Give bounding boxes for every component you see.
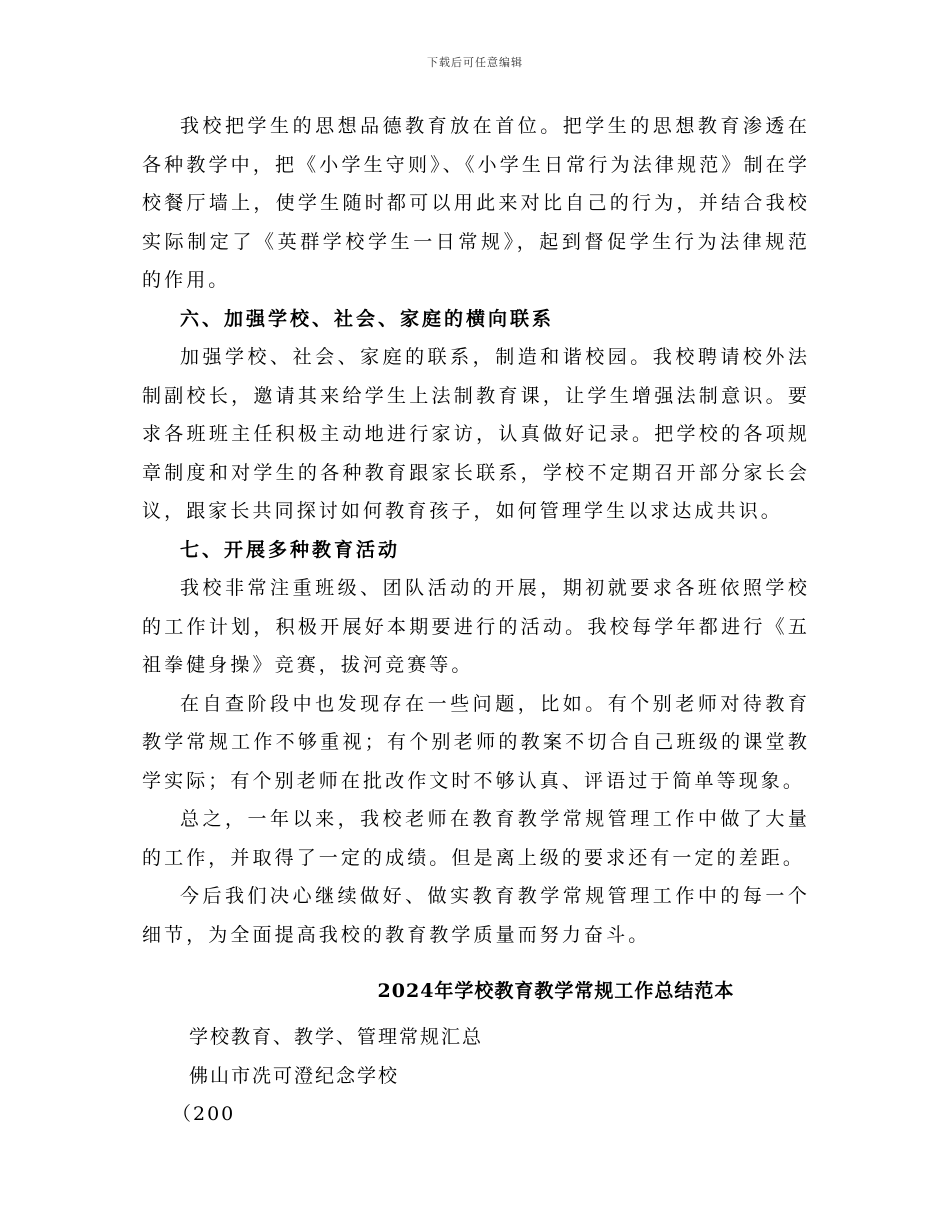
paragraph-problems: 在自查阶段中也发现存在一些问题，比如。有个别老师对待教育教学常规工作不够重视；有个别老师的教案不切合自己班级的课堂教学实际；有个别老师在批改作文时不够认真、评语过于简单等现象。 [142,692,810,792]
paragraph-summary: 总之，一年以来，我校老师在教育教学常规管理工作中做了大量的工作，并取得了一定的成绩。但是离上级的要求还有一定的差距。 [142,808,810,869]
page-header-note: 下载后可任意编辑 [427,56,523,69]
paragraph-future: 今后我们决心继续做好、做实教育教学常规管理工作中的每一个细节，为全面提高我校的教育教学质量而努力奋斗。 [142,885,810,946]
year-line: （200 [172,1103,236,1125]
section-heading-6: 六、加强学校、社会、家庭的横向联系 [180,307,555,330]
paragraph-activities: 我校非常注重班级、团队活动的开展，期初就要求各班依照学校的工作计划，积极开展好本期要进行的活动。我校每学年都进行《五祖拳健身操》竞赛，拔河竞赛等。 [142,577,810,676]
section-heading-7: 七、开展多种教育活动 [180,538,401,561]
paragraph-school-family-link: 加强学校、社会、家庭的联系，制造和谐校园。我校聘请校外法制副校长，邀请其来给学生上法制教育课，让学生增强法制意识。要求各班班主任积极主动地进行家访，认真做好记录。把学校的各项规章制度和对学生的各种教育跟家长联系，学校不定期召开部分家长会议，跟家长共同探讨如何教育孩子，如何管理学生以求达成共识。 [142,346,810,522]
document-body [142,107,810,1134]
school-name-line: 佛山市冼可澄纪念学校 [189,1064,400,1087]
paragraph-moral-education: 我校把学生的思想品德教育放在首位。把学生的思想教育渗透在各种教学中，把《小学生守则》、《小学生日常行为法律规范》制在学校餐厅墙上，使学生随时都可以用此来对比自己的行为，并结合我校实际制定了《英群学校学生一日常规》，起到督促学生行为法律规范的作用。 [142,115,810,291]
subtitle-line: 学校教育、教学、管理常规汇总 [189,1026,484,1048]
document-title: 2024年学校教育教学常规工作总结范本 [377,980,735,1002]
